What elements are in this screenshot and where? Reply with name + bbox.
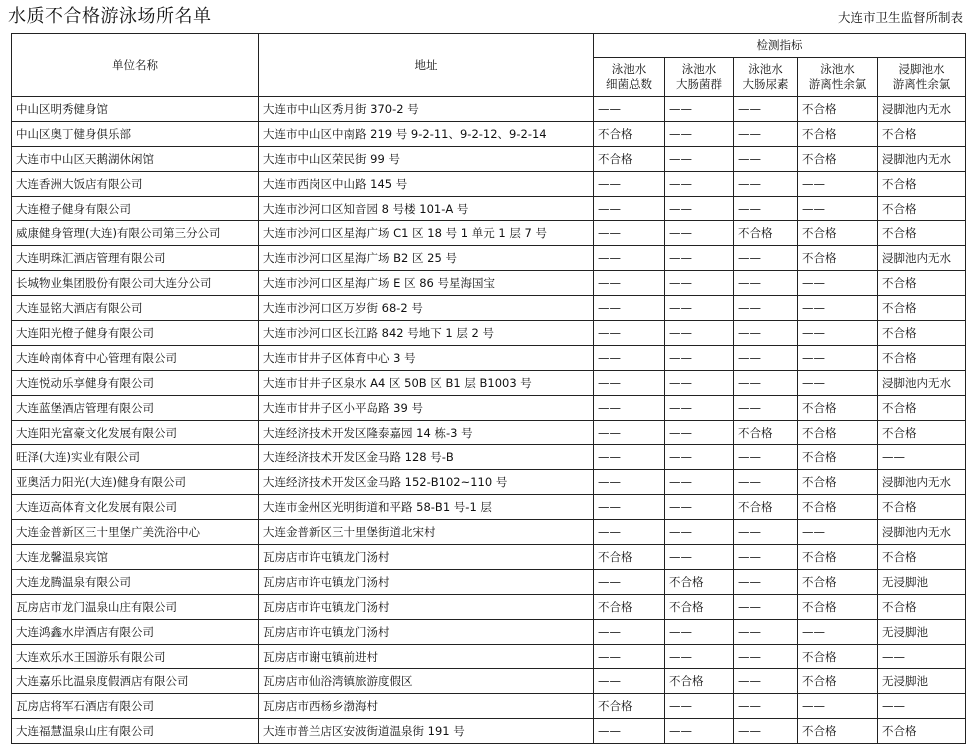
- cell-urea: ——: [734, 246, 798, 271]
- cell-unit-name: 大连龙腾温泉有限公司: [12, 569, 259, 594]
- cell-pool-chlorine: ——: [798, 520, 878, 545]
- cell-coliform: ——: [665, 395, 734, 420]
- cell-urea: ——: [734, 395, 798, 420]
- cell-footbath-chlorine: 不合格: [878, 395, 966, 420]
- cell-pool-chlorine: 不合格: [798, 97, 878, 122]
- table-row: [12, 271, 966, 296]
- header-indicator-line: 游离性余氯: [808, 77, 867, 91]
- header-indicator-line: 浸脚池水: [898, 62, 945, 76]
- cell-urea: ——: [734, 196, 798, 221]
- cell-unit-name: 长城物业集团股份有限公司大连分公司: [12, 271, 259, 296]
- cell-unit-name: 大连蓝堡酒店管理有限公司: [12, 395, 259, 420]
- cell-address: 瓦房店市许屯镇龙门汤村: [259, 569, 594, 594]
- table-row: [12, 520, 966, 545]
- cell-bacteria: 不合格: [594, 694, 665, 719]
- cell-footbath-chlorine: 浸脚池内无水: [878, 97, 966, 122]
- cell-urea: ——: [734, 619, 798, 644]
- table-row: [12, 644, 966, 669]
- cell-footbath-chlorine: ——: [878, 644, 966, 669]
- cell-footbath-chlorine: 不合格: [878, 594, 966, 619]
- cell-address: 大连市沙河口区万岁街 68-2 号: [259, 296, 594, 321]
- cell-urea: ——: [734, 470, 798, 495]
- cell-footbath-chlorine: 浸脚池内无水: [878, 370, 966, 395]
- cell-footbath-chlorine: 浸脚池内无水: [878, 470, 966, 495]
- cell-bacteria: ——: [594, 246, 665, 271]
- cell-bacteria: 不合格: [594, 121, 665, 146]
- header-indicator: [734, 58, 798, 97]
- cell-pool-chlorine: 不合格: [798, 246, 878, 271]
- cell-pool-chlorine: 不合格: [798, 545, 878, 570]
- cell-footbath-chlorine: 不合格: [878, 221, 966, 246]
- cell-address: 瓦房店市谢屯镇前进村: [259, 644, 594, 669]
- table-row: [12, 619, 966, 644]
- cell-urea: ——: [734, 520, 798, 545]
- cell-coliform: ——: [665, 445, 734, 470]
- cell-footbath-chlorine: 浸脚池内无水: [878, 520, 966, 545]
- cell-pool-chlorine: ——: [798, 370, 878, 395]
- cell-urea: ——: [734, 445, 798, 470]
- cell-address: 大连市甘井子区小平岛路 39 号: [259, 395, 594, 420]
- cell-footbath-chlorine: 不合格: [878, 321, 966, 346]
- page-title: 水质不合格游泳场所名单: [8, 6, 212, 27]
- cell-bacteria: ——: [594, 196, 665, 221]
- cell-footbath-chlorine: 无浸脚池: [878, 569, 966, 594]
- results-table: [11, 33, 966, 744]
- cell-unit-name: 瓦房店市龙门温泉山庄有限公司: [12, 594, 259, 619]
- cell-pool-chlorine: ——: [798, 171, 878, 196]
- cell-address: 瓦房店市许屯镇龙门汤村: [259, 619, 594, 644]
- cell-footbath-chlorine: 不合格: [878, 495, 966, 520]
- cell-coliform: ——: [665, 644, 734, 669]
- cell-unit-name: 大连鸿鑫水岸酒店有限公司: [12, 619, 259, 644]
- cell-pool-chlorine: 不合格: [798, 420, 878, 445]
- cell-bacteria: ——: [594, 171, 665, 196]
- cell-pool-chlorine: 不合格: [798, 495, 878, 520]
- cell-bacteria: ——: [594, 97, 665, 122]
- header-indicator-line: 泳池水: [820, 62, 855, 76]
- cell-pool-chlorine: ——: [798, 296, 878, 321]
- cell-footbath-chlorine: 不合格: [878, 271, 966, 296]
- cell-unit-name: 大连金普新区三十里堡广美洗浴中心: [12, 520, 259, 545]
- cell-address: 大连市沙河口区星海广场 E 区 86 号星海国宝: [259, 271, 594, 296]
- cell-coliform: ——: [665, 495, 734, 520]
- table-row: [12, 121, 966, 146]
- cell-coliform: 不合格: [665, 569, 734, 594]
- cell-address: 大连市沙河口区星海广场 B2 区 25 号: [259, 246, 594, 271]
- cell-urea: ——: [734, 271, 798, 296]
- cell-pool-chlorine: ——: [798, 196, 878, 221]
- header-indicator: [798, 58, 878, 97]
- cell-urea: ——: [734, 545, 798, 570]
- cell-pool-chlorine: 不合格: [798, 146, 878, 171]
- cell-coliform: ——: [665, 370, 734, 395]
- header-unit: 单位名称: [12, 34, 259, 97]
- cell-bacteria: ——: [594, 345, 665, 370]
- cell-unit-name: 大连阳光橙子健身有限公司: [12, 321, 259, 346]
- cell-unit-name: 威康健身管理(大连)有限公司第三分公司: [12, 221, 259, 246]
- cell-urea: ——: [734, 296, 798, 321]
- cell-urea: ——: [734, 719, 798, 744]
- table-row: [12, 395, 966, 420]
- cell-urea: ——: [734, 569, 798, 594]
- cell-address: 大连经济技术开发区金马路 128 号-B: [259, 445, 594, 470]
- cell-footbath-chlorine: 浸脚池内无水: [878, 146, 966, 171]
- cell-pool-chlorine: ——: [798, 619, 878, 644]
- cell-footbath-chlorine: 不合格: [878, 171, 966, 196]
- cell-unit-name: 大连市中山区天鹅湖休闲馆: [12, 146, 259, 171]
- cell-coliform: ——: [665, 146, 734, 171]
- cell-coliform: ——: [665, 196, 734, 221]
- header-indicator-line: 泳池水: [611, 62, 647, 76]
- cell-coliform: 不合格: [665, 669, 734, 694]
- table-row: [12, 420, 966, 445]
- cell-pool-chlorine: ——: [798, 694, 878, 719]
- cell-unit-name: 大连阳光富豪文化发展有限公司: [12, 420, 259, 445]
- table-row: [12, 321, 966, 346]
- header-indicator-line: 游离性余氯: [892, 77, 951, 91]
- cell-pool-chlorine: 不合格: [798, 594, 878, 619]
- cell-unit-name: 亚奥活力阳光(大连)健身有限公司: [12, 470, 259, 495]
- cell-bacteria: ——: [594, 470, 665, 495]
- cell-address: 大连市中山区中南路 219 号 9-2-11、9-2-12、9-2-14: [259, 121, 594, 146]
- cell-footbath-chlorine: 不合格: [878, 420, 966, 445]
- cell-unit-name: 中山区明秀健身馆: [12, 97, 259, 122]
- header-indicator-line: 大肠尿素: [742, 77, 789, 91]
- cell-urea: 不合格: [734, 221, 798, 246]
- table-row: [12, 495, 966, 520]
- cell-bacteria: ——: [594, 271, 665, 296]
- cell-footbath-chlorine: 浸脚池内无水: [878, 246, 966, 271]
- cell-coliform: ——: [665, 321, 734, 346]
- cell-footbath-chlorine: ——: [878, 445, 966, 470]
- cell-address: 大连金普新区三十里堡街道北宋村: [259, 520, 594, 545]
- cell-urea: ——: [734, 321, 798, 346]
- cell-coliform: ——: [665, 296, 734, 321]
- table-row: [12, 97, 966, 122]
- cell-unit-name: 大连显铭大酒店有限公司: [12, 296, 259, 321]
- cell-pool-chlorine: 不合格: [798, 470, 878, 495]
- cell-pool-chlorine: 不合格: [798, 395, 878, 420]
- cell-unit-name: 大连岭南体育中心管理有限公司: [12, 345, 259, 370]
- cell-bacteria: ——: [594, 296, 665, 321]
- cell-address: 大连市甘井子区体育中心 3 号: [259, 345, 594, 370]
- cell-unit-name: 大连龙馨温泉宾馆: [12, 545, 259, 570]
- cell-address: 大连市沙河口区长江路 842 号地下 1 层 2 号: [259, 321, 594, 346]
- cell-address: 瓦房店市西杨乡渤海村: [259, 694, 594, 719]
- cell-address: 大连市甘井子区泉水 A4 区 50B 区 B1 层 B1003 号: [259, 370, 594, 395]
- cell-urea: ——: [734, 644, 798, 669]
- header-indicator-line: 细菌总数: [606, 77, 652, 91]
- table-row: [12, 669, 966, 694]
- cell-coliform: ——: [665, 221, 734, 246]
- cell-address: 大连经济技术开发区金马路 152-B102~110 号: [259, 470, 594, 495]
- header-indicator: [878, 58, 966, 97]
- cell-unit-name: 大连福慧温泉山庄有限公司: [12, 719, 259, 744]
- cell-bacteria: 不合格: [594, 146, 665, 171]
- cell-footbath-chlorine: 不合格: [878, 121, 966, 146]
- cell-coliform: ——: [665, 694, 734, 719]
- header-address: 地址: [259, 34, 594, 97]
- header-indicator-line: 大肠菌群: [676, 77, 722, 91]
- cell-address: 大连经济技术开发区隆泰嘉园 14 栋-3 号: [259, 420, 594, 445]
- cell-bacteria: ——: [594, 619, 665, 644]
- cell-urea: ——: [734, 146, 798, 171]
- cell-coliform: ——: [665, 121, 734, 146]
- cell-bacteria: ——: [594, 445, 665, 470]
- cell-address: 大连市沙河口区星海广场 C1 区 18 号 1 单元 1 层 7 号: [259, 221, 594, 246]
- cell-urea: 不合格: [734, 420, 798, 445]
- source-note: 大连市卫生监督所制表: [837, 10, 963, 25]
- cell-coliform: ——: [665, 545, 734, 570]
- cell-bacteria: 不合格: [594, 594, 665, 619]
- table-row: [12, 370, 966, 395]
- cell-footbath-chlorine: 不合格: [878, 296, 966, 321]
- cell-coliform: ——: [665, 345, 734, 370]
- cell-urea: ——: [734, 121, 798, 146]
- cell-address: 大连市金州区光明街道和平路 58-B1 号-1 层: [259, 495, 594, 520]
- cell-urea: ——: [734, 370, 798, 395]
- cell-bacteria: ——: [594, 669, 665, 694]
- cell-unit-name: 大连香洲大饭店有限公司: [12, 171, 259, 196]
- cell-bacteria: ——: [594, 520, 665, 545]
- cell-footbath-chlorine: 不合格: [878, 345, 966, 370]
- cell-unit-name: 中山区奥丁健身俱乐部: [12, 121, 259, 146]
- cell-footbath-chlorine: 不合格: [878, 545, 966, 570]
- cell-bacteria: ——: [594, 221, 665, 246]
- cell-pool-chlorine: 不合格: [798, 719, 878, 744]
- cell-urea: ——: [734, 97, 798, 122]
- cell-unit-name: 大连欢乐水王国游乐有限公司: [12, 644, 259, 669]
- cell-coliform: ——: [665, 246, 734, 271]
- cell-footbath-chlorine: 无浸脚池: [878, 669, 966, 694]
- cell-urea: ——: [734, 594, 798, 619]
- cell-bacteria: ——: [594, 644, 665, 669]
- cell-pool-chlorine: 不合格: [798, 121, 878, 146]
- cell-pool-chlorine: 不合格: [798, 644, 878, 669]
- table-row: [12, 196, 966, 221]
- cell-footbath-chlorine: 不合格: [878, 196, 966, 221]
- table-row: [12, 694, 966, 719]
- cell-pool-chlorine: 不合格: [798, 669, 878, 694]
- table-row: [12, 569, 966, 594]
- cell-footbath-chlorine: ——: [878, 694, 966, 719]
- cell-address: 瓦房店市许屯镇龙门汤村: [259, 594, 594, 619]
- cell-bacteria: ——: [594, 420, 665, 445]
- cell-unit-name: 大连迈高体育文化发展有限公司: [12, 495, 259, 520]
- cell-coliform: 不合格: [665, 594, 734, 619]
- cell-address: 大连市西岗区中山路 145 号: [259, 171, 594, 196]
- table-row: [12, 171, 966, 196]
- table-row: [12, 470, 966, 495]
- cell-urea: 不合格: [734, 495, 798, 520]
- cell-pool-chlorine: ——: [798, 321, 878, 346]
- cell-pool-chlorine: 不合格: [798, 569, 878, 594]
- cell-pool-chlorine: ——: [798, 345, 878, 370]
- cell-coliform: ——: [665, 420, 734, 445]
- cell-bacteria: ——: [594, 321, 665, 346]
- cell-unit-name: 大连嘉乐比温泉度假酒店有限公司: [12, 669, 259, 694]
- table-row: [12, 296, 966, 321]
- table-row: [12, 221, 966, 246]
- cell-unit-name: 大连橙子健身有限公司: [12, 196, 259, 221]
- header-indicator-line: 泳池水: [681, 62, 717, 76]
- cell-address: 瓦房店市许屯镇龙门汤村: [259, 545, 594, 570]
- cell-coliform: ——: [665, 619, 734, 644]
- cell-bacteria: ——: [594, 395, 665, 420]
- cell-coliform: ——: [665, 719, 734, 744]
- cell-urea: ——: [734, 345, 798, 370]
- cell-urea: ——: [734, 669, 798, 694]
- cell-unit-name: 旺泽(大连)实业有限公司: [12, 445, 259, 470]
- cell-bacteria: ——: [594, 495, 665, 520]
- cell-bacteria: 不合格: [594, 545, 665, 570]
- cell-address: 大连市沙河口区知音园 8 号楼 101-A 号: [259, 196, 594, 221]
- cell-coliform: ——: [665, 271, 734, 296]
- table-row: [12, 345, 966, 370]
- cell-address: 大连市中山区荣民街 99 号: [259, 146, 594, 171]
- cell-footbath-chlorine: 不合格: [878, 719, 966, 744]
- cell-coliform: ——: [665, 520, 734, 545]
- header-indicator: [665, 58, 734, 97]
- cell-coliform: ——: [665, 470, 734, 495]
- cell-unit-name: 大连明珠汇酒店管理有限公司: [12, 246, 259, 271]
- cell-urea: ——: [734, 694, 798, 719]
- cell-pool-chlorine: 不合格: [798, 445, 878, 470]
- cell-urea: ——: [734, 171, 798, 196]
- header-indicators-group: 检测指标: [594, 34, 966, 58]
- cell-coliform: ——: [665, 171, 734, 196]
- table-row: [12, 545, 966, 570]
- cell-address: 大连市中山区秀月街 370-2 号: [259, 97, 594, 122]
- table-row: [12, 594, 966, 619]
- table-row: [12, 719, 966, 744]
- table-row: [12, 246, 966, 271]
- cell-pool-chlorine: 不合格: [798, 221, 878, 246]
- cell-address: 瓦房店市仙浴湾镇旅游度假区: [259, 669, 594, 694]
- cell-footbath-chlorine: 无浸脚池: [878, 619, 966, 644]
- cell-unit-name: 大连悦动乐享健身有限公司: [12, 370, 259, 395]
- cell-pool-chlorine: ——: [798, 271, 878, 296]
- cell-coliform: ——: [665, 97, 734, 122]
- cell-unit-name: 瓦房店将军石酒店有限公司: [12, 694, 259, 719]
- cell-bacteria: ——: [594, 370, 665, 395]
- header-indicator-line: 泳池水: [748, 62, 783, 76]
- cell-bacteria: ——: [594, 569, 665, 594]
- table-row: [12, 445, 966, 470]
- cell-bacteria: ——: [594, 719, 665, 744]
- header-indicator: [594, 58, 665, 97]
- cell-address: 大连市普兰店区安波街道温泉街 191 号: [259, 719, 594, 744]
- table-row: [12, 146, 966, 171]
